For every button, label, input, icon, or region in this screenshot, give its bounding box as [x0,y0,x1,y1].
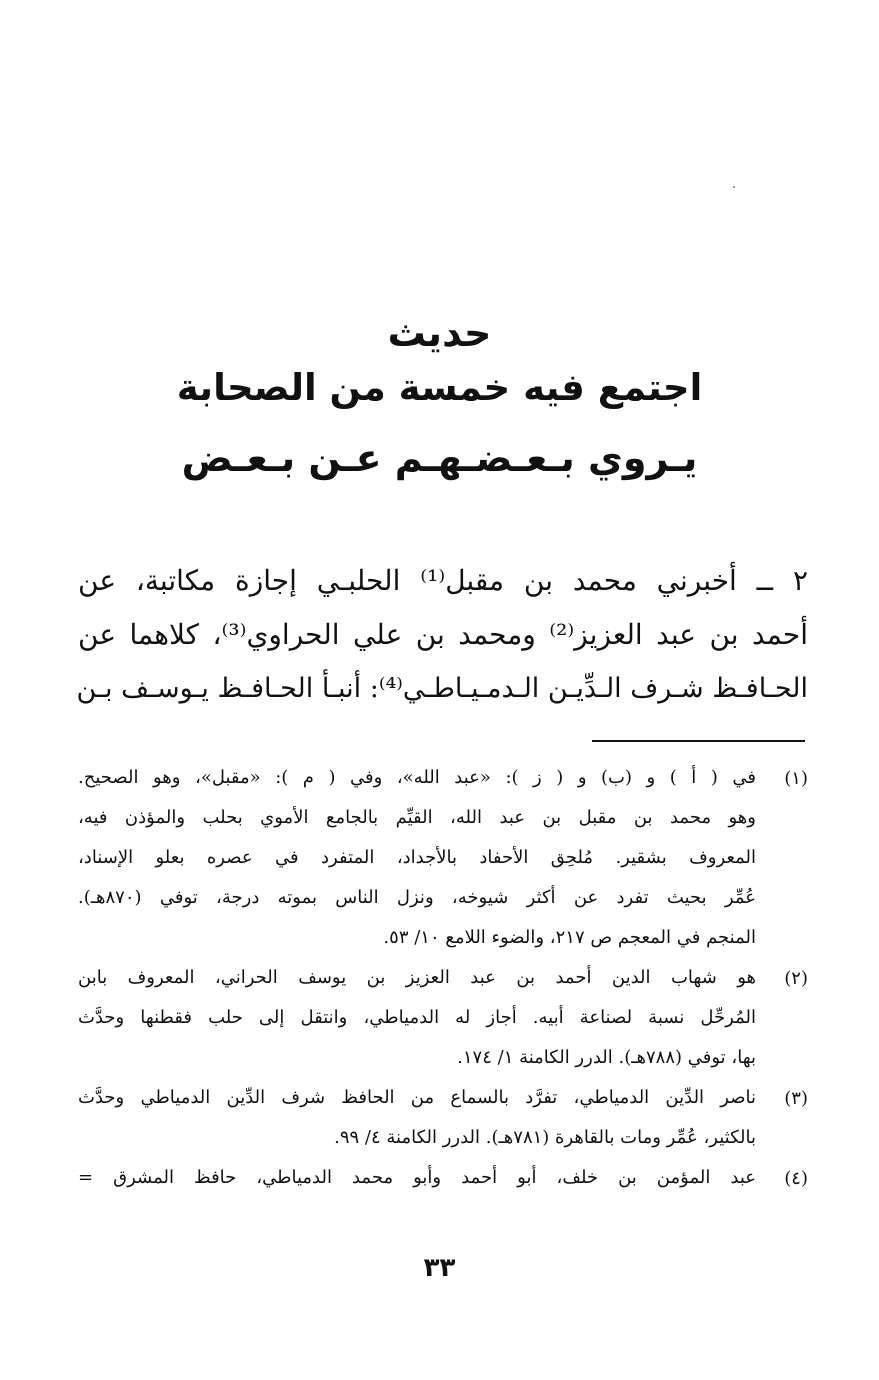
footnote-line: عبد المؤمن بن خلف، أبو أحمد وأبو محمد الدمياطي، حافظ المشرق = [78,1167,756,1188]
footnote-1 [78,758,808,958]
footnote-line: بها، توفي (٧٨٨هـ). الدرر الكامنة ١/ ١٧٤. [457,1047,756,1068]
footnote-separator [592,740,805,742]
footnote-number: (٤) [784,1168,808,1189]
footnote-line: بالكثير، عُمِّر ومات بالقاهرة (٧٨١هـ). الدرر الكامنة ٤/ ٩٩. [334,1127,756,1148]
main-text-line: ٢ ــ أخبرني محمد بن مقبل⁽¹⁾ الحلبـي إجازة مكاتبة، عن [78,564,808,597]
footnote-line: وهو محمد بن مقبل بن عبد الله، القيِّم بالجامع الأموي بحلب والمؤذن فيه، [78,807,756,828]
footnote-2 [78,958,808,1078]
footnote-line: المُرحِّل نسبة لصناعة أبيه. أجاز له الدمياطي، وانتقل إلى حلب فقطنها وحدَّث [78,1007,756,1028]
footnote-number: (١) [784,768,808,789]
footnote-number: (٢) [784,968,808,989]
footnote-line: عُمِّر بحيث تفرد عن أكثر شيوخه، ونزل الناس بموته درجة، توفي (٨٧٠هـ). [78,887,756,908]
footnote-4 [78,1158,808,1198]
footnotes [78,758,808,1198]
chapter-title: حديث [387,311,492,355]
chapter-subtitle-line-1: اجتمع فيه خمسة من الصحابة [176,366,703,409]
footnote-line: المنجم في المعجم ص ٢١٧، والضوء اللامع ١٠/ ٥٣. [383,927,756,948]
chapter-subtitle-line-2: يـروي بـعـضـهـم عـن بـعـض [181,436,698,480]
footnote-3 [78,1078,808,1158]
main-text [78,554,808,716]
footnote-number: (٣) [784,1088,808,1109]
footnote-line: هو شهاب الدين أحمد بن عبد العزيز بن يوسف الحراني، المعروف بابن [78,967,756,988]
main-text-line: الحـافـظ شـرف الـدِّيـن الـدمـيـاطـي⁽⁴⁾: أنبـأ الحـافـظ يـوسـف بـن [76,673,808,704]
main-text-line: أحمد بن عبد العزيز⁽²⁾ ومحمد بن علي الحراوي⁽³⁾، كلاهما عن [78,618,808,651]
scan-speck [733,186,735,188]
footnote-line: المعروف بشقير. مُلحِق الأحفاد بالأجداد، المتفرد في عصره بعلو الإسناد، [78,847,756,868]
footnote-line: في ( أ ) و (ب) و ( ز ): «عبد الله»، وفي ( م ): «مقبل»، وهو الصحيح. [78,767,756,788]
page-number: ٣٣ [423,1253,456,1283]
footnote-line: ناصر الدِّين الدمياطي، تفرَّد بالسماع من الحافظ شرف الدِّين الدمياطي وحدَّث [78,1087,756,1108]
